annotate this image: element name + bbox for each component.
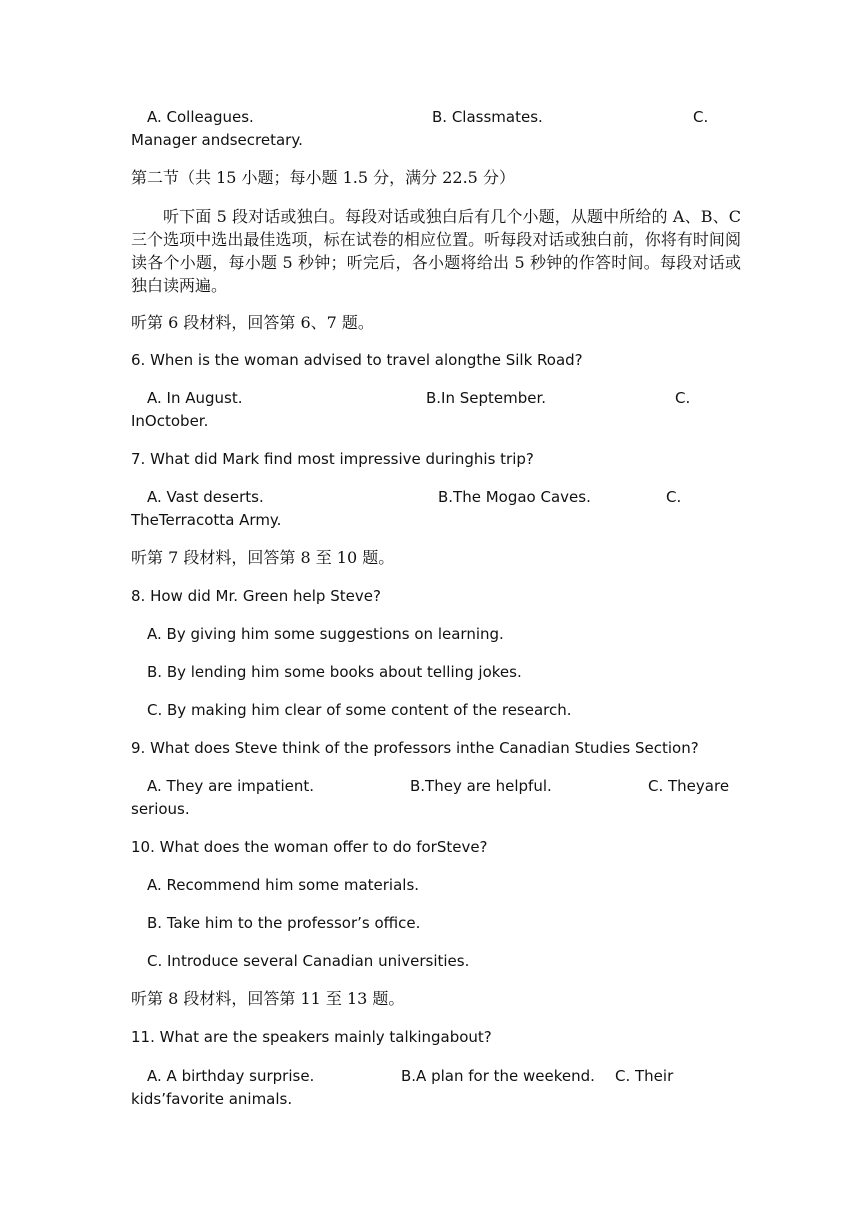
- q8-option-a: A. By giving him some suggestions on learning.: [147, 625, 504, 643]
- q6-option-a: A. In August.: [147, 389, 243, 407]
- q6-option-b: B.In September.: [426, 389, 547, 407]
- q8-option-c: C. By making him clear of some content of the research.: [147, 701, 572, 719]
- q11-option-a: A. A birthday surprise.: [147, 1067, 315, 1085]
- q11-option-c-label: C. Their: [615, 1067, 674, 1085]
- q7-option-c-label: C.: [666, 488, 682, 506]
- part8-header: 听第 8 段材料，回答第 11 至 13 题。: [131, 989, 405, 1008]
- q10-stem: 10. What does the woman offer to do forSteve?: [131, 838, 488, 856]
- q7-option-b: B.The Mogao Caves.: [438, 488, 591, 506]
- q6-option-c-text: InOctober.: [131, 412, 209, 430]
- q10-option-c: C. Introduce several Canadian universities.: [147, 952, 470, 970]
- q7-option-c-text: TheTerracotta Army.: [131, 511, 282, 529]
- q9-option-c-text: serious.: [131, 800, 190, 818]
- q10-option-b: B. Take him to the professor’s office.: [147, 914, 421, 932]
- q9-option-a: A. They are impatient.: [147, 777, 315, 795]
- q8-stem: 8. How did Mr. Green help Steve?: [131, 587, 381, 605]
- part7-header: 听第 7 段材料，回答第 8 至 10 题。: [131, 548, 395, 567]
- q5-option-a: A. Colleagues.: [147, 108, 254, 126]
- q11-option-c-text: kids’favorite animals.: [131, 1090, 293, 1108]
- q5-option-c-label: C.: [693, 108, 709, 126]
- q7-stem: 7. What did Mark find most impressive duringhis trip?: [131, 450, 534, 468]
- section-heading: 第二节（共 15 小题；每小题 1.5 分，满分 22.5 分）: [131, 168, 515, 187]
- q8-option-b: B. By lending him some books about telling jokes.: [147, 663, 522, 681]
- q5-option-b: B. Classmates.: [432, 108, 543, 126]
- q9-option-b: B.They are helpful.: [410, 777, 552, 795]
- q11-stem: 11. What are the speakers mainly talkingabout?: [131, 1028, 492, 1046]
- q9-stem: 9. What does Steve think of the professors inthe Canadian Studies Section?: [131, 739, 699, 757]
- q6-stem: 6. When is the woman advised to travel alongthe Silk Road?: [131, 351, 583, 369]
- q10-option-a: A. Recommend him some materials.: [147, 876, 420, 894]
- q5-option-c-text: Manager andsecretary.: [131, 131, 303, 149]
- section-instructions: 听下面 5 段对话或独白。每段对话或独白后有几个小题，从题中所给的 A、B、C 三个选项中选出最佳选项，标在试卷的相应位置。听每段对话或独白前，你将有时间阅读各个小题，每小题 5 秒钟；听完后，各小题将给出 5 秒钟的作答时间。每段对话或独白读两遍。: [131, 207, 741, 295]
- part6-header: 听第 6 段材料，回答第 6、7 题。: [131, 313, 374, 332]
- q9-option-c-label: C. Theyare: [648, 777, 730, 795]
- q7-option-a: A. Vast deserts.: [147, 488, 264, 506]
- q6-option-c-label: C.: [675, 389, 691, 407]
- q11-option-b: B.A plan for the weekend.: [401, 1067, 595, 1085]
